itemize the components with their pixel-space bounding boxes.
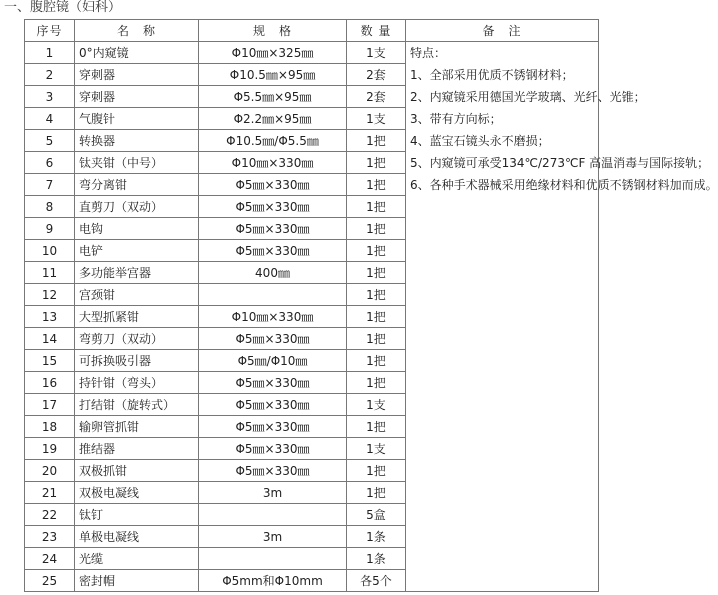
remark-item: 1、全部采用优质不锈钢材料； bbox=[410, 68, 574, 82]
cell-qty: 1把 bbox=[347, 240, 406, 262]
cell-spec: 400㎜ bbox=[199, 262, 347, 284]
cell-no: 2 bbox=[25, 64, 75, 86]
cell-name: 输卵管抓钳 bbox=[75, 416, 199, 438]
remark-item: 2、内窥镜采用德国光学玻璃、光纤、光锥； bbox=[410, 90, 646, 104]
cell-spec bbox=[199, 504, 347, 526]
cell-no: 7 bbox=[25, 174, 75, 196]
cell-spec: Φ5㎜×330㎜ bbox=[199, 438, 347, 460]
section-heading: 一、腹腔镜（妇科） bbox=[4, 0, 122, 15]
cell-qty: 1把 bbox=[347, 196, 406, 218]
cell-name: 穿刺器 bbox=[75, 86, 199, 108]
cell-no: 19 bbox=[25, 438, 75, 460]
cell-qty: 1把 bbox=[347, 306, 406, 328]
cell-spec: Φ10㎜×330㎜ bbox=[199, 306, 347, 328]
cell-spec: Φ5㎜×330㎜ bbox=[199, 196, 347, 218]
header-name: 名 称 bbox=[75, 20, 199, 42]
cell-no: 17 bbox=[25, 394, 75, 416]
cell-name: 电铲 bbox=[75, 240, 199, 262]
cell-spec: Φ5mm和Φ10mm bbox=[199, 570, 347, 592]
cell-no: 9 bbox=[25, 218, 75, 240]
cell-name: 单极电凝线 bbox=[75, 526, 199, 548]
cell-spec: Φ5㎜×330㎜ bbox=[199, 394, 347, 416]
cell-qty: 1把 bbox=[347, 350, 406, 372]
cell-no: 8 bbox=[25, 196, 75, 218]
header-qty: 数 量 bbox=[347, 20, 406, 42]
cell-qty: 1把 bbox=[347, 416, 406, 438]
cell-spec bbox=[199, 284, 347, 306]
cell-spec: 3m bbox=[199, 482, 347, 504]
cell-spec: Φ10㎜×325㎜ bbox=[199, 42, 347, 64]
header-spec: 规 格 bbox=[199, 20, 347, 42]
cell-no: 1 bbox=[25, 42, 75, 64]
cell-name: 直剪刀（双动） bbox=[75, 196, 199, 218]
header-no: 序号 bbox=[25, 20, 75, 42]
cell-qty: 2套 bbox=[347, 64, 406, 86]
cell-no: 18 bbox=[25, 416, 75, 438]
cell-no: 21 bbox=[25, 482, 75, 504]
cell-qty: 1把 bbox=[347, 152, 406, 174]
cell-name: 推结器 bbox=[75, 438, 199, 460]
cell-qty: 1支 bbox=[347, 42, 406, 64]
cell-name: 转换器 bbox=[75, 130, 199, 152]
cell-name: 0°内窥镜 bbox=[75, 42, 199, 64]
cell-name: 弯剪刀（双动） bbox=[75, 328, 199, 350]
cell-no: 14 bbox=[25, 328, 75, 350]
cell-name: 穿刺器 bbox=[75, 64, 199, 86]
cell-qty: 1把 bbox=[347, 284, 406, 306]
cell-qty: 1条 bbox=[347, 526, 406, 548]
cell-qty: 1把 bbox=[347, 460, 406, 482]
cell-name: 双极电凝线 bbox=[75, 482, 199, 504]
cell-name: 打结钳（旋转式） bbox=[75, 394, 199, 416]
cell-name: 电钩 bbox=[75, 218, 199, 240]
cell-spec: Φ5㎜×330㎜ bbox=[199, 218, 347, 240]
cell-no: 3 bbox=[25, 86, 75, 108]
cell-qty: 1把 bbox=[347, 174, 406, 196]
cell-name: 持针钳（弯头） bbox=[75, 372, 199, 394]
cell-qty: 1把 bbox=[347, 218, 406, 240]
cell-no: 16 bbox=[25, 372, 75, 394]
table-body bbox=[25, 42, 718, 592]
cell-no: 20 bbox=[25, 460, 75, 482]
table-header-row bbox=[25, 20, 599, 42]
cell-qty: 1把 bbox=[347, 482, 406, 504]
cell-no: 11 bbox=[25, 262, 75, 284]
cell-spec: Φ5.5㎜×95㎜ bbox=[199, 86, 347, 108]
cell-qty: 1支 bbox=[347, 394, 406, 416]
cell-spec: Φ5㎜×330㎜ bbox=[199, 328, 347, 350]
cell-qty: 1把 bbox=[347, 262, 406, 284]
cell-spec: Φ2.2㎜×95㎜ bbox=[199, 108, 347, 130]
table-row bbox=[25, 42, 599, 64]
cell-name: 弯分离钳 bbox=[75, 174, 199, 196]
cell-spec: Φ10㎜×330㎜ bbox=[199, 152, 347, 174]
cell-name: 光缆 bbox=[75, 548, 199, 570]
cell-spec: Φ5㎜×330㎜ bbox=[199, 372, 347, 394]
cell-name: 密封帽 bbox=[75, 570, 199, 592]
cell-qty: 1把 bbox=[347, 130, 406, 152]
cell-spec: Φ5㎜×330㎜ bbox=[199, 240, 347, 262]
remark-item: 3、带有方向标； bbox=[410, 112, 502, 126]
cell-qty: 5盒 bbox=[347, 504, 406, 526]
instrument-table bbox=[24, 19, 718, 592]
cell-no: 12 bbox=[25, 284, 75, 306]
cell-no: 4 bbox=[25, 108, 75, 130]
remarks-title: 特点： bbox=[410, 46, 447, 60]
remark-item: 5、内窥镜可承受134℃/273℃F 高温消毒与国际接轨； bbox=[410, 156, 710, 170]
cell-qty: 1把 bbox=[347, 328, 406, 350]
cell-name: 双极抓钳 bbox=[75, 460, 199, 482]
header-remark: 备 注 bbox=[406, 20, 599, 42]
cell-no: 5 bbox=[25, 130, 75, 152]
cell-no: 13 bbox=[25, 306, 75, 328]
cell-spec: Φ5㎜×330㎜ bbox=[199, 460, 347, 482]
cell-name: 多功能举宫器 bbox=[75, 262, 199, 284]
cell-qty: 1把 bbox=[347, 372, 406, 394]
cell-spec: Φ10.5㎜/Φ5.5㎜ bbox=[199, 130, 347, 152]
cell-qty: 1条 bbox=[347, 548, 406, 570]
cell-qty: 2套 bbox=[347, 86, 406, 108]
cell-no: 25 bbox=[25, 570, 75, 592]
remarks-cell bbox=[406, 42, 718, 592]
cell-name: 钛夹钳（中号） bbox=[75, 152, 199, 174]
cell-qty: 各5个 bbox=[347, 570, 406, 592]
cell-name: 钛钉 bbox=[75, 504, 199, 526]
cell-spec: Φ5㎜×330㎜ bbox=[199, 416, 347, 438]
cell-qty: 1支 bbox=[347, 438, 406, 460]
cell-no: 6 bbox=[25, 152, 75, 174]
cell-spec: Φ5㎜×330㎜ bbox=[199, 174, 347, 196]
cell-name: 气腹针 bbox=[75, 108, 199, 130]
cell-name: 宫颈钳 bbox=[75, 284, 199, 306]
cell-spec: Φ10.5㎜×95㎜ bbox=[199, 64, 347, 86]
cell-name: 可拆换吸引器 bbox=[75, 350, 199, 372]
cell-no: 22 bbox=[25, 504, 75, 526]
cell-spec: 3m bbox=[199, 526, 347, 548]
cell-name: 大型抓紧钳 bbox=[75, 306, 199, 328]
cell-qty: 1支 bbox=[347, 108, 406, 130]
remark-item: 4、蓝宝石镜头永不磨损； bbox=[410, 134, 550, 148]
cell-spec: Φ5㎜/Φ10㎜ bbox=[199, 350, 347, 372]
remark-item: 6、各种手术器械采用绝缘材料和优质不锈钢材料加而成。 bbox=[410, 178, 718, 192]
cell-no: 23 bbox=[25, 526, 75, 548]
cell-no: 10 bbox=[25, 240, 75, 262]
cell-no: 15 bbox=[25, 350, 75, 372]
cell-spec bbox=[199, 548, 347, 570]
cell-no: 24 bbox=[25, 548, 75, 570]
